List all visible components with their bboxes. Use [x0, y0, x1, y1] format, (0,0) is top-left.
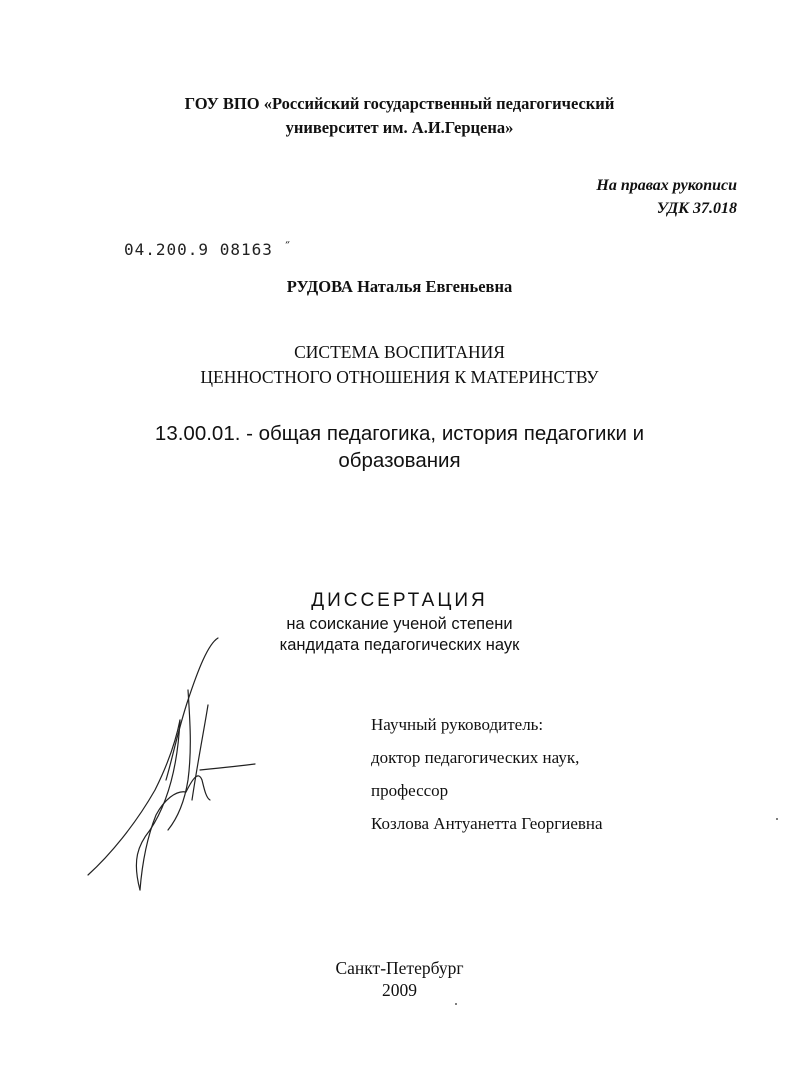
- publication-info: [0, 957, 799, 1001]
- institution-line-1: ГОУ ВПО «Российский государственный педагогический: [184, 94, 615, 113]
- author-name: РУДОВА Наталья Евгеньевна: [286, 277, 513, 296]
- title-line-1: СИСТЕМА ВОСПИТАНИЯ: [294, 342, 505, 362]
- scan-speck: [455, 1003, 457, 1005]
- advisor-label: Научный руководитель:: [371, 715, 544, 734]
- registration-stamp: [124, 240, 292, 259]
- year: 2009: [382, 980, 417, 1000]
- signature-stroke: [186, 776, 210, 800]
- specialty-line-2: образования: [338, 449, 461, 472]
- scientific-advisor: [371, 708, 603, 840]
- specialty-line-1: 13.00.01. - общая педагогика, история педагогики и: [154, 422, 645, 445]
- handwritten-signature: [80, 630, 280, 910]
- advisor-degree: доктор педагогических наук,: [371, 748, 580, 767]
- signature-stroke: [166, 638, 218, 780]
- manuscript-rights: [596, 174, 737, 220]
- scan-speck: [776, 818, 778, 820]
- advisor-title: профессор: [371, 781, 449, 800]
- degree-line-2: кандидата педагогических наук: [279, 636, 520, 654]
- advisor-name: Козлова Антуанетта Георгиевна: [371, 814, 603, 833]
- city: Санкт-Петербург: [335, 958, 464, 978]
- degree-line-1: на соискание ученой степени: [286, 615, 513, 633]
- rights-line: На правах рукописи: [596, 177, 737, 194]
- signature-stroke: [200, 764, 255, 770]
- dissertation-heading: ДИССЕРТАЦИЯ: [311, 590, 488, 611]
- signature-stroke: [192, 705, 208, 800]
- dissertation-title: [0, 340, 799, 390]
- title-line-2: ЦЕННОСТНОГО ОТНОШЕНИЯ К МАТЕРИНСТВУ: [200, 367, 599, 387]
- udc-code: УДК 37.018: [656, 200, 737, 217]
- institution-line-2: университет им. А.И.Герцена»: [285, 118, 514, 137]
- institution-header: [0, 92, 799, 140]
- stamp-number: 04.200.9 08163: [124, 240, 273, 259]
- specialty-code: [0, 420, 799, 474]
- stamp-mark: ˝: [283, 240, 292, 254]
